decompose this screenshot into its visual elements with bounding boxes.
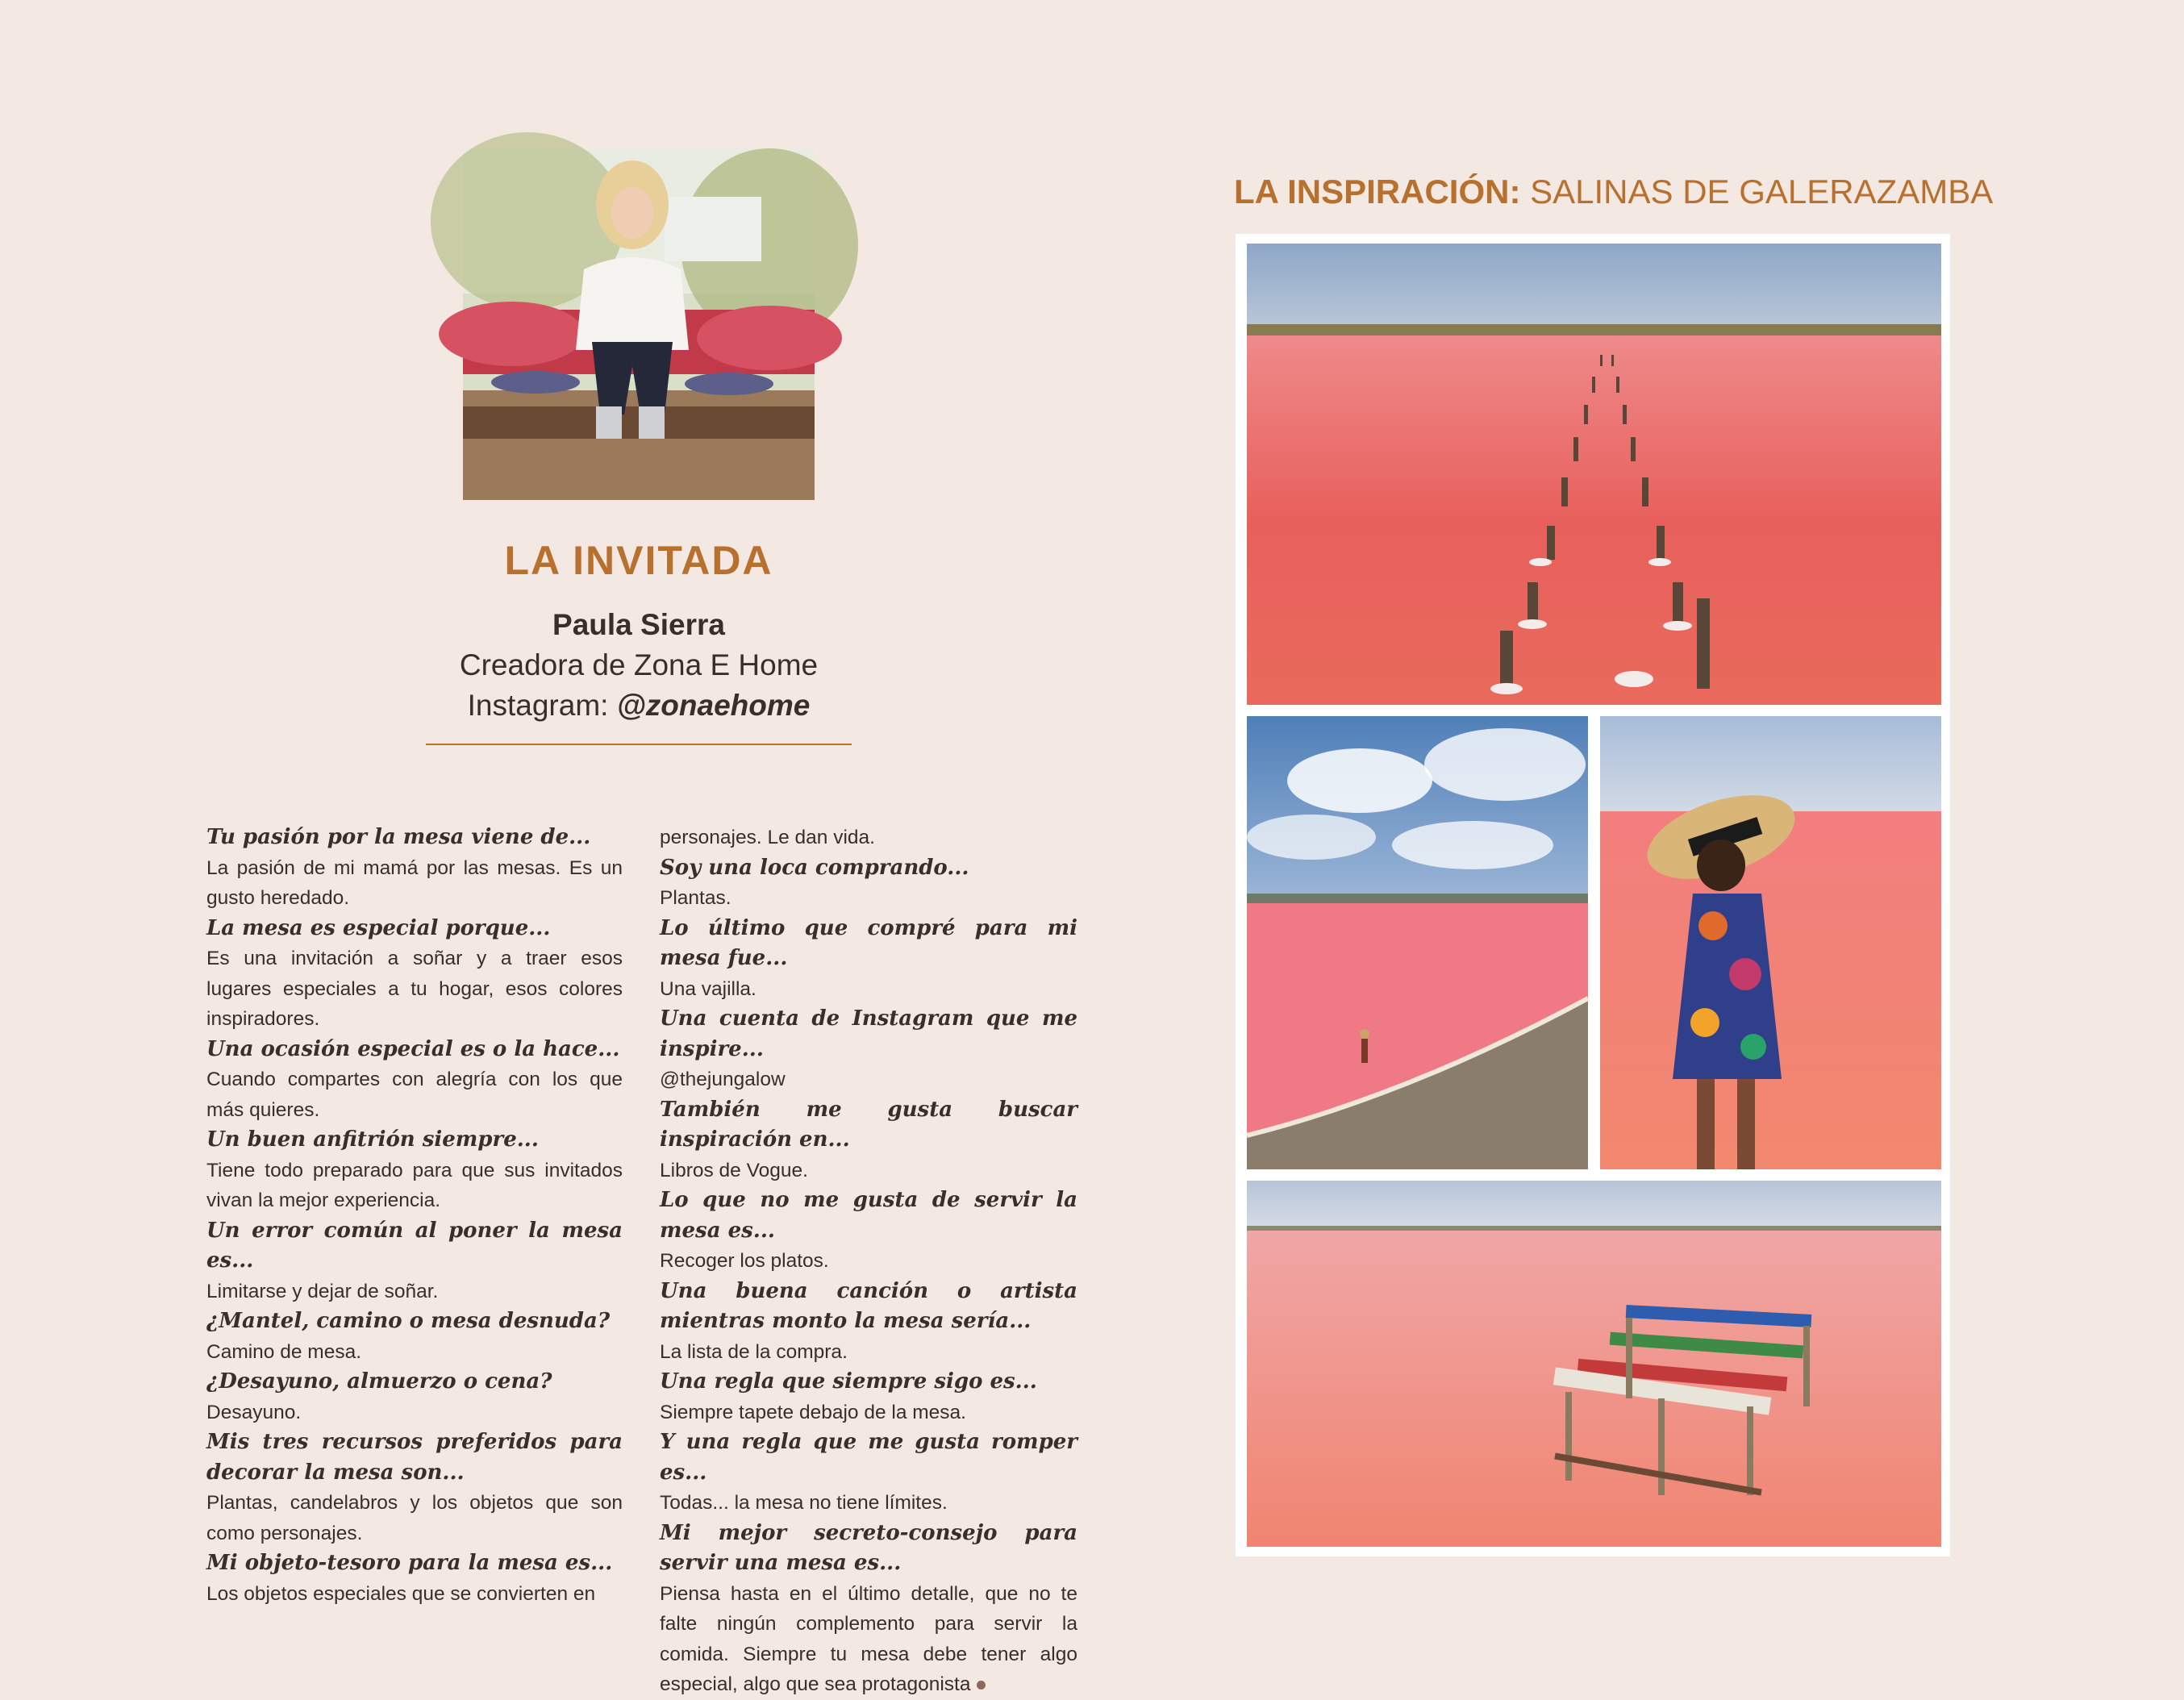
interview-column-1 (206, 823, 623, 1609)
answer: @thejungalow (660, 1069, 786, 1090)
question: La mesa es especial porque... (206, 915, 551, 940)
photo-lagoon-shore-image (1247, 716, 1588, 1169)
photo-woman-hat (1600, 716, 1941, 1169)
answer: Todas... la mesa no tiene límites. (660, 1492, 948, 1514)
photo-woman-hat-image (1600, 716, 1941, 1169)
question: Un buen anfitrión siempre... (206, 1127, 539, 1152)
question: Lo último que compré para mi mesa fue... (660, 915, 1077, 970)
answer: Los objetos especiales que se convierten en (206, 1582, 596, 1605)
question: Un error común al poner la mesa es... (206, 1218, 623, 1273)
question: Mi objeto-tesoro para la mesa es... (206, 1551, 613, 1575)
guest-role: Creadora de Zona E Home (459, 648, 819, 681)
photo-pink-lagoon-pier-image (1247, 244, 1941, 705)
photo-pink-lagoon-pier (1247, 244, 1941, 705)
photo-lagoon-shore (1247, 716, 1588, 1169)
question: Una ocasión especial es o la hace... (206, 1036, 620, 1061)
answer: Recoger los platos. (660, 1250, 829, 1272)
photo-bench-lagoon-image (1247, 1181, 1941, 1547)
answer-final (660, 1579, 1077, 1700)
question: Y una regla que me gusta romper es... (660, 1430, 1077, 1485)
answer: Libros de Vogue. (660, 1159, 808, 1181)
question: Una cuenta de Instagram que me inspire... (660, 1006, 1077, 1061)
question: Mis tres recursos preferidos para decorar la mesa son... (206, 1430, 623, 1485)
end-mark-icon (977, 1681, 986, 1690)
answer: Plantas, candelabros y los objetos que son como personajes. (206, 1492, 623, 1544)
answer: La lista de la compra. (660, 1340, 848, 1363)
guest-name: Paula Sierra (552, 608, 725, 641)
answer: Camino de mesa. (206, 1340, 362, 1363)
question: Tu pasión por la mesa viene de... (206, 825, 591, 849)
question: Una buena canción o artista mientras monto la mesa sería... (660, 1278, 1077, 1333)
answer: Desayuno. (206, 1401, 302, 1423)
question: Soy una loca comprando... (660, 855, 969, 880)
guest-instagram (323, 689, 955, 723)
answer: Es una invitación a soñar y a traer esos lugares especiales a tu hogar, esos colores inspiradores. (206, 948, 623, 1030)
instagram-label: Instagram: (467, 689, 617, 722)
photo-bench-lagoon (1247, 1181, 1941, 1547)
question: ¿Mantel, camino o mesa desnuda? (206, 1309, 611, 1333)
inspiration-title-light: SALINAS DE GALERAZAMBA (1520, 173, 1994, 210)
answer: Una vajilla. (660, 977, 756, 1000)
question: Lo que no me gusta de servir la mesa es... (660, 1188, 1077, 1243)
inspiration-title (1234, 173, 1993, 211)
guest-section-title: LA INVITADA (504, 538, 773, 583)
instagram-handle: @zonaehome (616, 689, 811, 722)
answer: La pasión de mi mamá por las mesas. Es un gusto heredado. (206, 856, 623, 909)
answer-final-text: Piensa hasta en el último detalle, que no te falte ningún complemento para servir la comida. Siempre tu mesa debe tener algo especial, algo que sea protagonista (660, 1582, 1077, 1695)
question: Mi mejor secreto-consejo para servir una mesa es... (660, 1520, 1077, 1575)
answer-continued: personajes. Le dan vida. (660, 827, 875, 848)
answer: Tiene todo preparado para que sus invitados vivan la mejor experiencia. (206, 1159, 623, 1211)
interview-column-2 (660, 823, 1077, 1700)
answer: Cuando compartes con alegría con los que más quieres. (206, 1069, 623, 1121)
answer: Siempre tapete debajo de la mesa. (660, 1401, 966, 1423)
question: También me gusta buscar inspiración en... (660, 1097, 1077, 1152)
inspiration-title-bold: LA INSPIRACIÓN: (1234, 173, 1521, 210)
guest-portrait (463, 148, 815, 500)
divider (426, 744, 852, 745)
guest-portrait-image (463, 148, 815, 500)
answer: Limitarse y dejar de soñar. (206, 1280, 439, 1302)
question: Una regla que siempre sigo es... (660, 1369, 1037, 1394)
answer: Plantas. (660, 887, 731, 909)
question: ¿Desayuno, almuerzo o cena? (206, 1369, 552, 1394)
